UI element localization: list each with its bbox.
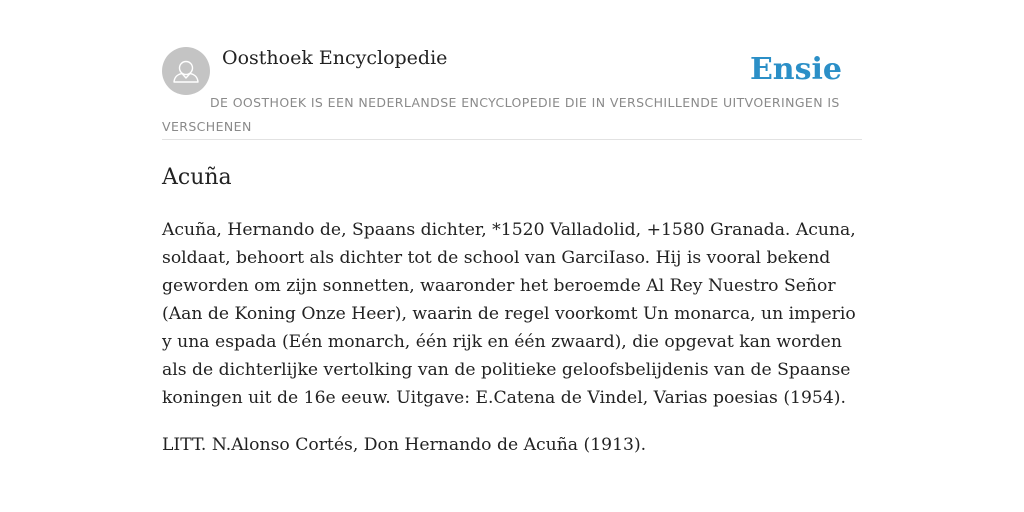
brand-logo[interactable]: Ensie [749, 52, 842, 87]
article-title: Acuña [162, 165, 232, 190]
user-silhouette-icon [162, 47, 210, 95]
source-avatar[interactable] [162, 47, 210, 95]
source-header [162, 46, 862, 140]
source-description: DE OOSTHOEK IS EEN NEDERLANDSE ENCYCLOPEDIE DIE IN VERSCHILLENDE UITVOERINGEN IS VERSCHENEN [162, 95, 840, 134]
article-literature: LITT. N.Alonso Cortés, Don Hernando de Acuña (1913). [162, 435, 647, 455]
article-body: Acuña, Hernando de, Spaans dichter, *1520 Valladolid, +1580 Granada. Acuna, soldaat, behoort als dichter tot de school van GarciIaso. Hij is vooral bekend geworden om zijn sonnetten, waaronder het beroemde Al Rey Nuestro Señor (Aan de Koning Onze Heer), waarin de regel voorkomt Un monarca, un imperio y una espada (Eén monarch, één rijk en één zwaard), die opgevat kan worden als de dichterlijke vertolking van de politieke geloofsbelijdenis van de Spaanse koningen uit de 16e eeuw. Uitgave: E.Catena de Vindel, Varias poesias (1954). [162, 220, 856, 408]
source-title[interactable]: Oosthoek Encyclopedie [222, 47, 448, 69]
